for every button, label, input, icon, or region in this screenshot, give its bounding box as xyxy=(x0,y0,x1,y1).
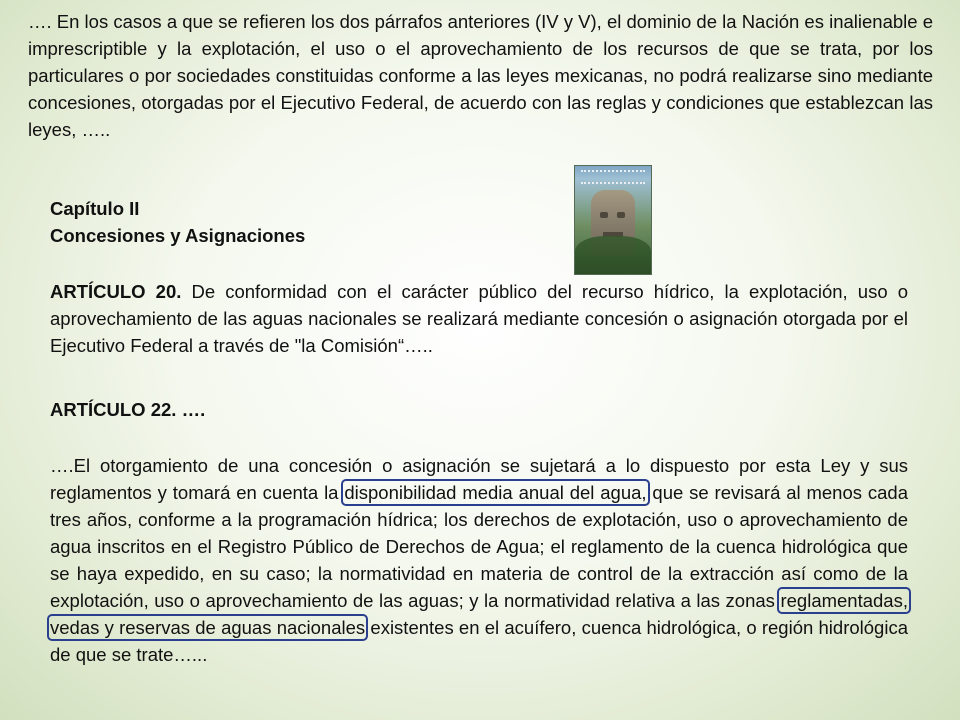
article-22-paragraph xyxy=(50,452,908,668)
trees-graphic xyxy=(575,236,651,274)
article-22-text-1: ….El otorgamiento de una concesión o asignación se sujetará a lo dispuesto por esta Ley y sus reglamentos y tomará en cuenta la xyxy=(50,455,908,503)
intro-paragraph: …. En los casos a que se refieren los dos párrafos anteriores (IV y V), el dominio de la Nación es inalienable e imprescriptible y la explotación, el uso o el aprovechamiento de los recursos de que se trata, por los particulares o por sociedades constituidas conforme a las leyes mexicanas, no podrá realizarse sino mediante concesiones, otorgadas por el Ejecutivo Federal, de acuerdo con las reglas y condiciones que establezcan las leyes, ….. xyxy=(28,11,933,140)
chapter-title: Concesiones y Asignaciones xyxy=(50,225,306,246)
article-20-label: ARTÍCULO 20. xyxy=(50,281,182,302)
article-22-text-2: que se revisará al menos cada tres años, conforme a la programación hídrica; los derechos de explotación, uso o aprovechamiento de agua inscritos en el Registro Público de Derechos de Agua; el reglamento de la cuenca hidrológica que se haya expedido, en su caso; la normatividad en materia de control de la extracción así como de la explotación, uso o aprovechamiento de las aguas; y la normatividad relativa a las zonas xyxy=(50,482,908,611)
article-22-text-3: existentes en el acuífero, cuenca hidrológica, o región hidrológica de que se trate…... xyxy=(50,617,908,665)
article-20-paragraph xyxy=(50,278,908,359)
highlight-vedas-reservas: reglamentadas, vedas y reservas de aguas nacionales xyxy=(50,590,908,638)
article-22-label: ARTÍCULO 22. …. xyxy=(50,399,206,420)
chapter-number: Capítulo II xyxy=(50,198,140,219)
article-20-text: De conformidad con el carácter público del recurso hídrico, la explotación, uso o aprovechamiento de las aguas nacionales se realizará mediante concesión o asignación otorgada por el Ejecutivo Federal a través de "la Comisión“….. xyxy=(50,281,908,356)
book-cover-image xyxy=(574,165,652,275)
highlight-disponibilidad: disponibilidad media anual del agua, xyxy=(344,482,647,503)
book-title-graphic xyxy=(581,170,645,184)
